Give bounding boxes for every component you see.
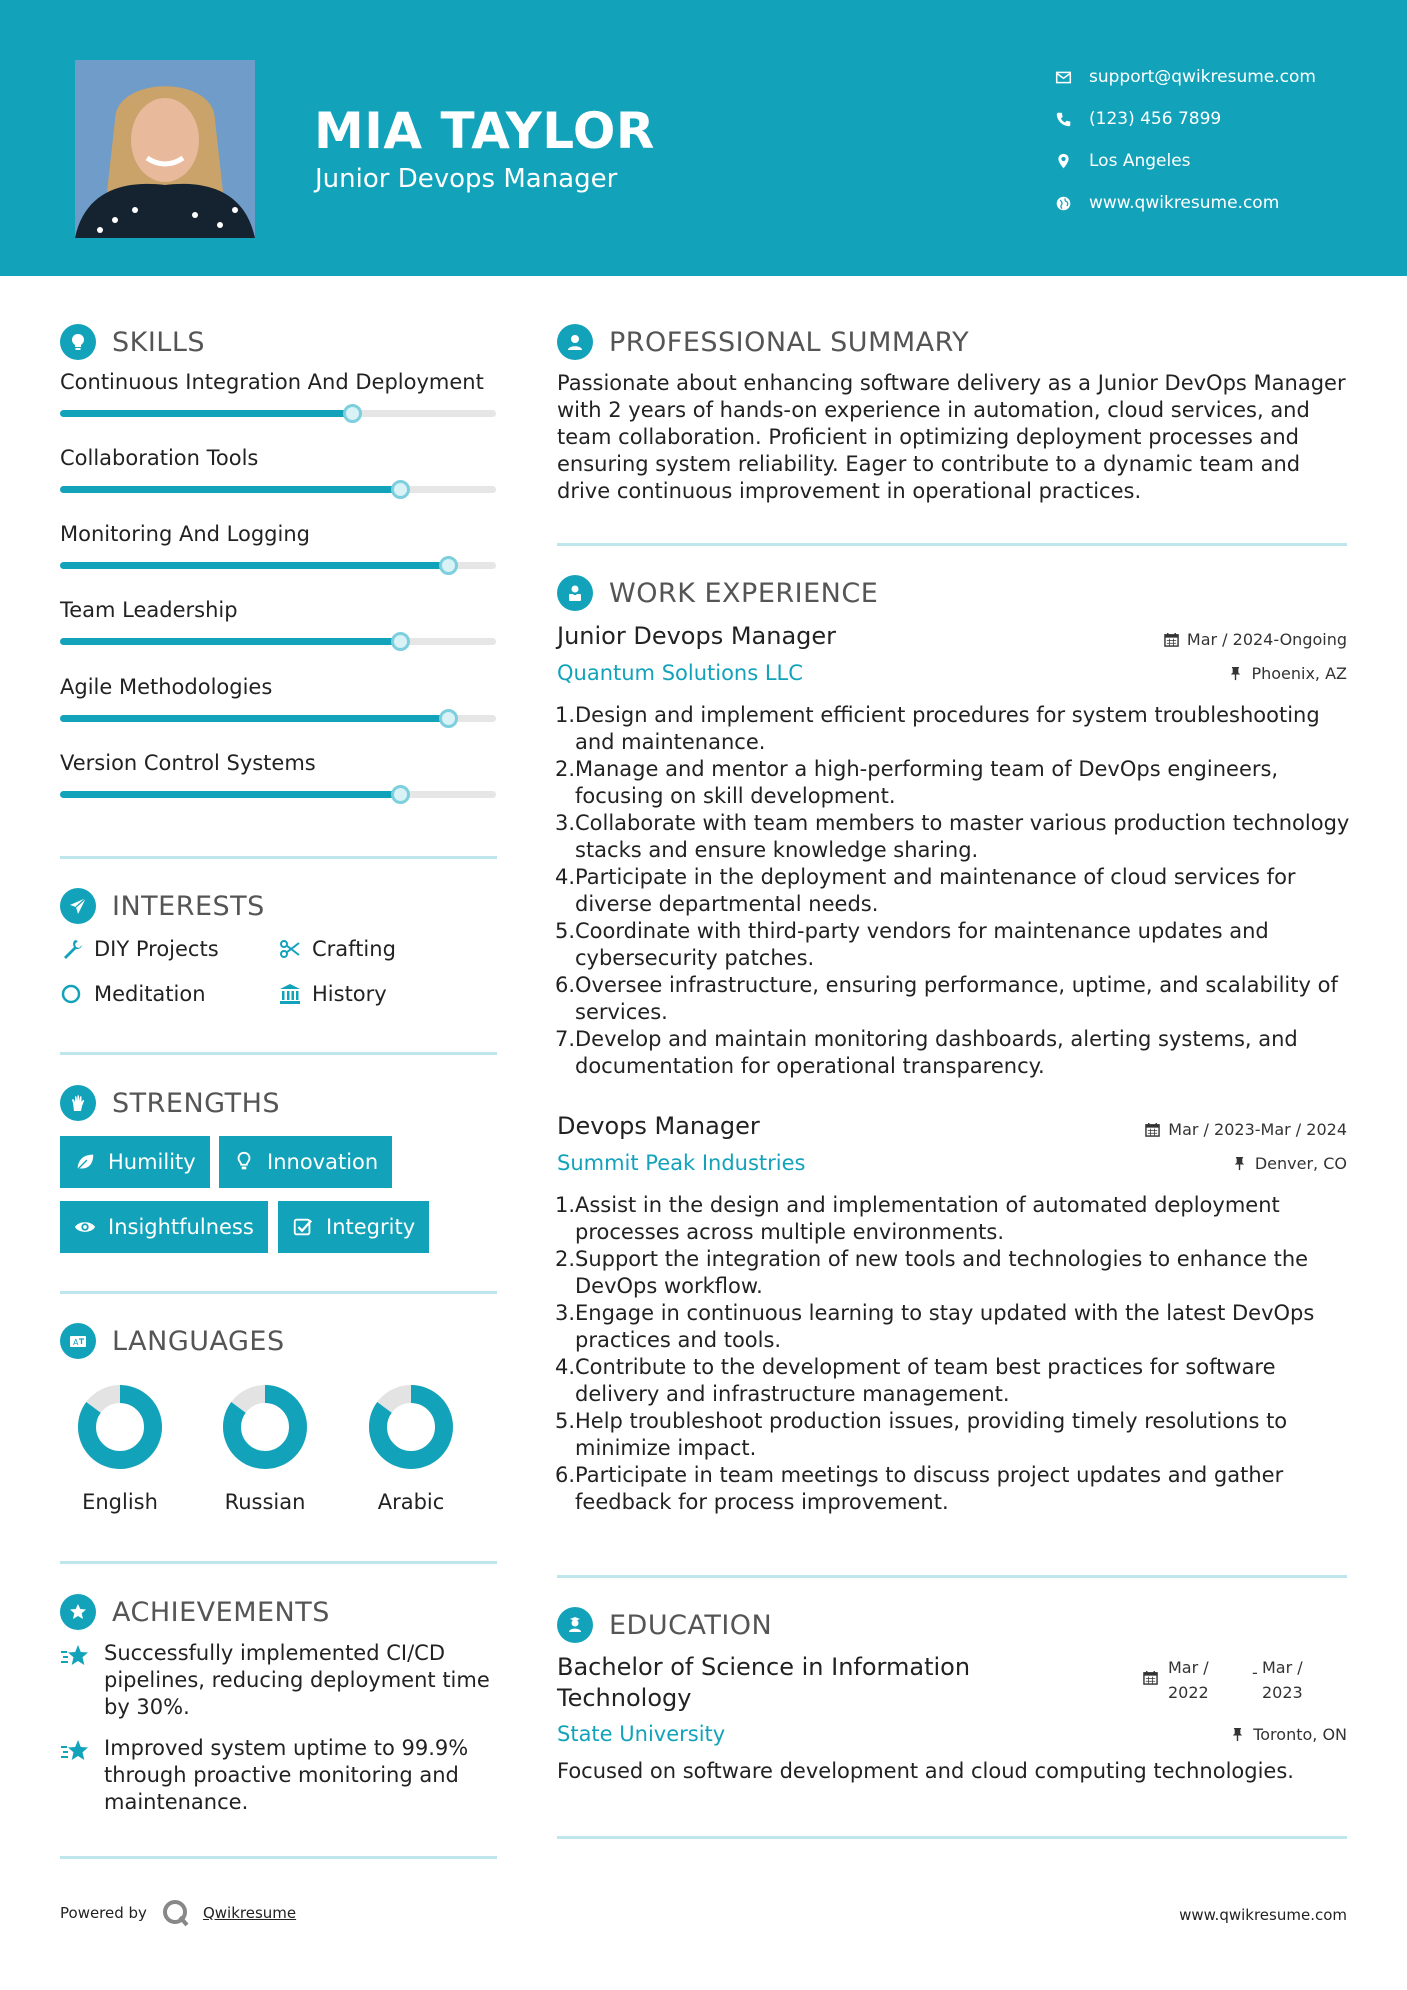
- achievement-item: [60, 1735, 500, 1816]
- svg-text:A: A: [73, 1338, 79, 1347]
- skill-label: Continuous Integration And Deployment: [60, 370, 484, 394]
- duty-item: Assist in the design and implementation of automated deployment processes across multiple environments.: [575, 1193, 1280, 1244]
- section-divider: [60, 1561, 497, 1564]
- powered-by-label: Powered by: [60, 1904, 147, 1922]
- star-badge-icon: [60, 1594, 96, 1630]
- interest-item: [60, 982, 206, 1006]
- resume-header: [0, 0, 1407, 276]
- education-heading-text: EDUCATION: [609, 1609, 773, 1641]
- star-icon: [60, 1737, 90, 1767]
- circle-icon: [60, 982, 84, 1006]
- footer-powered-by: [60, 1898, 296, 1928]
- profile-photo: [75, 60, 255, 238]
- pushpin-icon: [1230, 1727, 1245, 1742]
- language-ring: [366, 1382, 456, 1472]
- strength-badge: [60, 1136, 210, 1188]
- duty-item: Help troubleshoot production issues, providing timely resolutions to minimize impact.: [575, 1409, 1288, 1460]
- duty-item: Participate in the deployment and maintenance of cloud services for diverse departmental needs.: [575, 865, 1296, 916]
- language-label: English: [82, 1490, 158, 1514]
- skill-bar-knob: [439, 709, 458, 728]
- language-item: [50, 1382, 190, 1514]
- education-description: Focused on software development and cloud computing technologies.: [557, 1759, 1294, 1783]
- candidate-name: MIA TAYLOR: [314, 102, 655, 160]
- skill-bar: [60, 562, 496, 569]
- contact-phone-text: (123) 456 7899: [1089, 109, 1222, 129]
- strength-label: Insightfulness: [108, 1215, 254, 1239]
- pushpin-icon: [1228, 666, 1243, 681]
- skill-item: [60, 598, 496, 645]
- language-icon: [60, 1323, 96, 1359]
- job-location-text: Phoenix, AZ: [1251, 664, 1347, 683]
- summary-heading: [557, 324, 969, 360]
- phone-icon: [1055, 111, 1089, 128]
- duty-item: Support the integration of new tools and technologies to enhance the DevOps workflow.: [575, 1247, 1309, 1298]
- achievements-heading-text: ACHIEVEMENTS: [112, 1596, 330, 1628]
- contact-email[interactable]: [1055, 56, 1316, 98]
- checkbox-icon: [292, 1216, 314, 1238]
- skill-label: Monitoring And Logging: [60, 522, 310, 546]
- skill-bar: [60, 410, 496, 417]
- candidate-title: Junior Devops Manager: [315, 164, 618, 194]
- strength-badge: [60, 1201, 268, 1253]
- language-label: Russian: [224, 1490, 306, 1514]
- skill-bar-knob: [439, 556, 458, 575]
- contact-list: [1055, 56, 1316, 224]
- interest-label: History: [312, 982, 387, 1006]
- section-divider: [60, 856, 497, 859]
- leaf-icon: [74, 1151, 96, 1173]
- strength-badge: [278, 1201, 429, 1253]
- section-divider: [60, 1856, 497, 1859]
- skill-label: Collaboration Tools: [60, 446, 259, 470]
- interest-item: [278, 982, 387, 1006]
- section-divider: [557, 1575, 1347, 1578]
- languages-heading: [60, 1323, 285, 1359]
- scissors-icon: [278, 937, 302, 961]
- job-dates: [1164, 630, 1347, 649]
- skill-bar: [60, 486, 496, 493]
- interest-label: DIY Projects: [94, 937, 219, 961]
- education-end-month: Mar /: [1262, 1658, 1303, 1677]
- education-end: [1262, 1655, 1303, 1705]
- languages-heading-text: LANGUAGES: [112, 1325, 285, 1357]
- language-label: Arabic: [377, 1490, 445, 1514]
- strength-badge: [219, 1136, 392, 1188]
- experience-heading: [557, 575, 878, 611]
- calendar-icon: [1145, 1122, 1160, 1137]
- job-title: Junior Devops Manager: [557, 622, 837, 650]
- job-company: Quantum Solutions LLC: [557, 661, 803, 685]
- skill-bar: [60, 638, 496, 645]
- strengths-heading-text: STRENGTHS: [112, 1087, 281, 1119]
- achievement-text: Improved system uptime to 99.9% through proactive monitoring and maintenance.: [104, 1736, 469, 1814]
- interests-heading: [60, 888, 265, 924]
- skill-item: [60, 446, 496, 493]
- interest-item: [278, 937, 396, 961]
- paper-plane-icon: [60, 888, 96, 924]
- skill-bar-knob: [391, 632, 410, 651]
- map-pin-icon: [1055, 153, 1089, 170]
- summary-heading-text: PROFESSIONAL SUMMARY: [609, 326, 970, 358]
- skill-bar-knob: [391, 480, 410, 499]
- job-duties: [555, 702, 1355, 1080]
- achievement-item: [60, 1640, 500, 1721]
- skill-bar-knob: [391, 785, 410, 804]
- skill-item: [60, 522, 496, 569]
- job-location: [1228, 664, 1347, 683]
- job-dates-text: Mar / 2024-Ongoing: [1186, 630, 1347, 649]
- briefcase-user-icon: [557, 575, 593, 611]
- job-title: Devops Manager: [557, 1112, 760, 1140]
- lightbulb-icon: [233, 1151, 255, 1173]
- skill-item: [60, 370, 496, 417]
- education-degree: Bachelor of Science in Information Technology: [557, 1653, 971, 1712]
- job-location: [1232, 1154, 1347, 1173]
- duty-item: Oversee infrastructure, ensuring performance, uptime, and scalability of services.: [575, 973, 1338, 1024]
- star-icon: [60, 1642, 90, 1672]
- skill-label: Team Leadership: [60, 598, 238, 622]
- skill-item: [60, 751, 496, 798]
- duty-item: Design and implement efficient procedures for system troubleshooting and maintenance.: [575, 703, 1320, 754]
- envelope-icon: [1055, 69, 1089, 86]
- strength-label: Integrity: [326, 1215, 416, 1239]
- contact-website[interactable]: [1055, 182, 1316, 224]
- skill-bar-fill: [60, 715, 448, 722]
- graduate-icon: [557, 1607, 593, 1643]
- calendar-icon: [1164, 632, 1179, 647]
- contact-website-text: www.qwikresume.com: [1089, 193, 1280, 213]
- skill-item: [60, 675, 496, 722]
- achievements-heading: [60, 1594, 330, 1630]
- duty-item: Engage in continuous learning to stay updated with the latest DevOps practices and tools.: [575, 1301, 1315, 1352]
- experience-heading-text: WORK EXPERIENCE: [609, 577, 879, 609]
- hand-icon: [60, 1085, 96, 1121]
- profile-photo-image: [75, 60, 255, 238]
- skill-bar-fill: [60, 486, 400, 493]
- education-location-text: Toronto, ON: [1253, 1725, 1347, 1744]
- interest-label: Meditation: [94, 982, 206, 1006]
- skill-bar: [60, 791, 496, 798]
- achievement-text: Successfully implemented CI/CD pipelines, reducing deployment time by 30%.: [104, 1641, 490, 1719]
- job-duties: [555, 1192, 1355, 1516]
- skill-label: Agile Methodologies: [60, 675, 273, 699]
- contact-phone[interactable]: [1055, 98, 1316, 140]
- job-location-text: Denver, CO: [1254, 1154, 1347, 1173]
- section-divider: [60, 1052, 497, 1055]
- user-icon: [557, 324, 593, 360]
- duty-item: Participate in team meetings to discuss project updates and gather feedback for process improvement.: [575, 1463, 1284, 1514]
- interest-label: Crafting: [312, 937, 396, 961]
- contact-location: [1055, 140, 1316, 182]
- duty-item: Manage and mentor a high-performing team of DevOps engineers, focusing on skill development.: [575, 757, 1279, 808]
- education-school: State University: [557, 1722, 726, 1746]
- education-end-year: 2023: [1262, 1683, 1303, 1702]
- strengths-heading: [60, 1085, 280, 1121]
- education-start: [1168, 1655, 1209, 1705]
- section-divider: [60, 1291, 497, 1294]
- interest-item: [60, 937, 219, 961]
- skill-bar: [60, 715, 496, 722]
- qwikresume-logo-icon: [161, 1898, 191, 1928]
- duty-item: Coordinate with third-party vendors for maintenance updates and cybersecurity patches.: [575, 919, 1269, 970]
- education-location: [1230, 1725, 1347, 1744]
- duty-item: Contribute to the development of team best practices for software delivery and infrastructure management.: [575, 1355, 1276, 1406]
- duty-item: Develop and maintain monitoring dashboards, alerting systems, and documentation for operational transparency.: [575, 1027, 1298, 1078]
- section-divider: [557, 1836, 1347, 1839]
- strength-label: Humility: [108, 1150, 196, 1174]
- eye-icon: [74, 1216, 96, 1238]
- summary-text: Passionate about enhancing software delivery as a Junior DevOps Manager with 2 years of hands-on experience in automation, cloud services, and team collaboration. Proficient in optimizing deployment processes and ensuring system reliability. Eager to contribute to a dynamic team and drive continuous improvement in operational practices.: [557, 371, 1346, 503]
- strength-label: Innovation: [267, 1150, 379, 1174]
- language-ring: [220, 1382, 310, 1472]
- education-start-month: Mar /: [1168, 1658, 1209, 1677]
- globe-icon: [1055, 195, 1089, 212]
- qwikresume-brand-link[interactable]: Qwikresume: [202, 1904, 297, 1922]
- contact-location-text: Los Angeles: [1089, 151, 1191, 171]
- job-dates: [1145, 1120, 1347, 1139]
- language-item: [195, 1382, 335, 1514]
- duty-item: Collaborate with team members to master various production technology stacks and ensure knowledge sharing.: [575, 811, 1350, 862]
- skills-heading-text: SKILLS: [112, 326, 206, 358]
- skill-label: Version Control Systems: [60, 751, 316, 775]
- calendar-icon: [1143, 1670, 1158, 1689]
- skill-bar-knob: [343, 404, 362, 423]
- language-ring: [75, 1382, 165, 1472]
- skill-bar-fill: [60, 791, 400, 798]
- lightbulb-icon: [60, 324, 96, 360]
- section-divider: [557, 543, 1347, 546]
- education-heading: [557, 1607, 772, 1643]
- museum-icon: [278, 982, 302, 1006]
- skill-bar-fill: [60, 638, 400, 645]
- footer-website[interactable]: www.qwikresume.com: [1179, 1906, 1347, 1924]
- education-start-year: 2022: [1168, 1683, 1209, 1702]
- job-company: Summit Peak Industries: [557, 1151, 806, 1175]
- job-dates-text: Mar / 2023-Mar / 2024: [1168, 1120, 1347, 1139]
- education-date-sep: -: [1252, 1663, 1258, 1682]
- contact-email-text: support@qwikresume.com: [1089, 67, 1316, 87]
- skills-heading: [60, 324, 205, 360]
- skill-bar-fill: [60, 410, 352, 417]
- pushpin-icon: [1232, 1156, 1247, 1171]
- language-item: [341, 1382, 481, 1514]
- skill-bar-fill: [60, 562, 448, 569]
- wrench-icon: [60, 937, 84, 961]
- interests-heading-text: INTERESTS: [112, 890, 265, 922]
